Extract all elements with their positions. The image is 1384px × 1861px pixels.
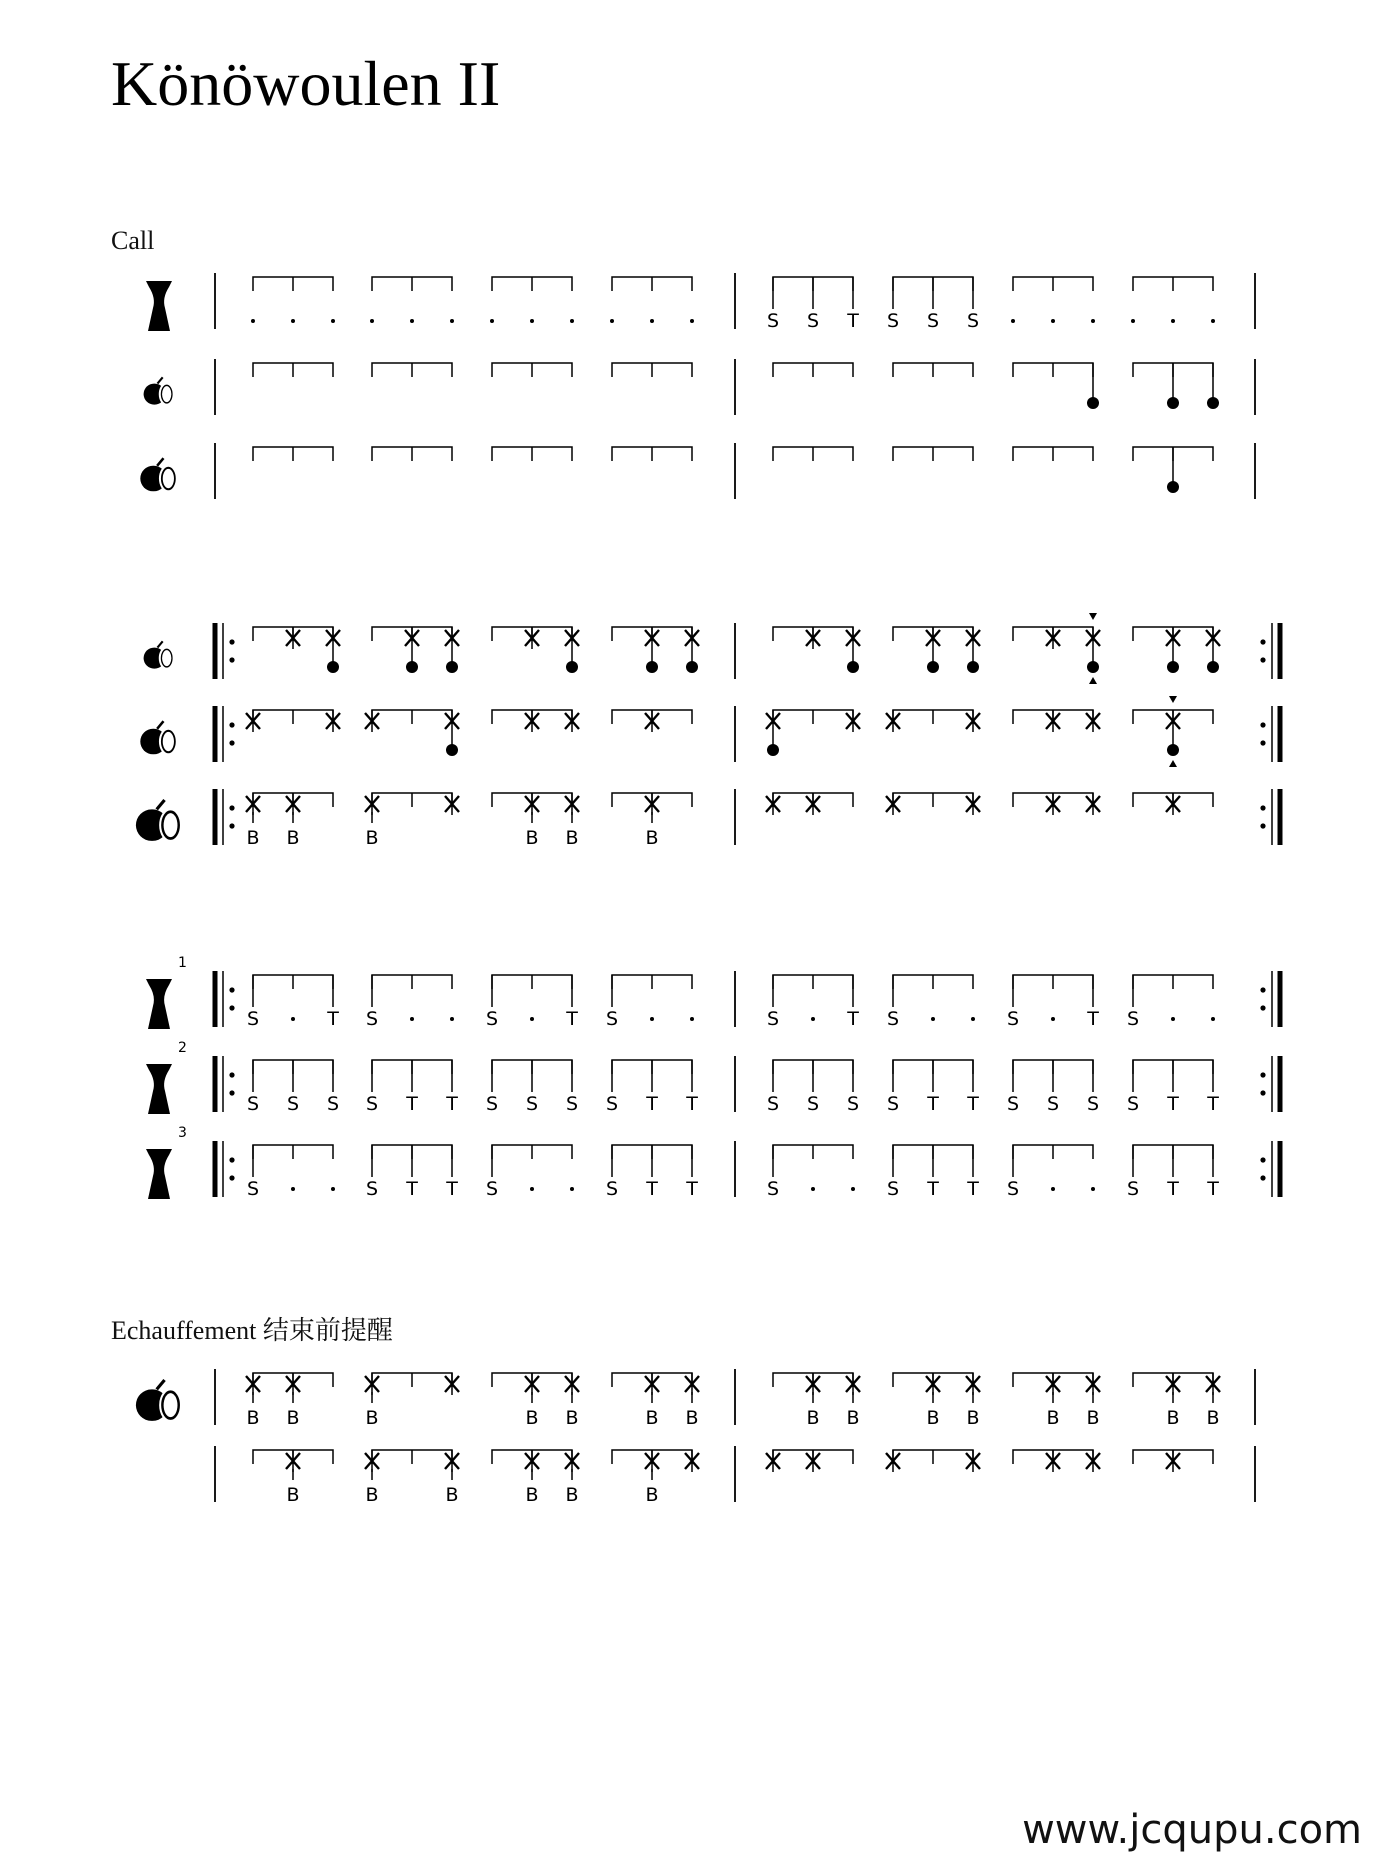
beat (1086, 710, 1100, 732)
beat (926, 1145, 939, 1200)
beat (366, 1060, 378, 1115)
beat (767, 975, 779, 1030)
stroke-label: S (605, 1008, 619, 1030)
stroke-label: S (485, 1093, 499, 1115)
bell-label: B (525, 827, 539, 849)
beat (246, 1373, 260, 1429)
beat (811, 1017, 815, 1021)
beat (246, 793, 260, 849)
stroke-label: S (485, 1178, 499, 1200)
bell-label: B (645, 1407, 659, 1429)
beat (331, 319, 335, 323)
beat (1086, 1450, 1100, 1472)
beat (410, 319, 414, 323)
beat (887, 277, 899, 332)
beat (530, 1187, 534, 1191)
beat (445, 793, 459, 815)
stroke-label: T (406, 1178, 418, 1200)
beat (530, 1017, 534, 1021)
bell-label: B (645, 1484, 659, 1506)
bell-label: B (445, 1484, 459, 1506)
beat (365, 1450, 379, 1506)
beat (967, 277, 979, 332)
rhythm-row (136, 789, 1280, 849)
beat (767, 1145, 779, 1200)
beat (1051, 1017, 1055, 1021)
beat (685, 1450, 699, 1472)
bell-label: B (246, 1407, 260, 1429)
beat (1166, 1145, 1179, 1200)
stroke-label: S (966, 310, 980, 332)
beat (650, 319, 654, 323)
beat (565, 793, 579, 849)
beat (365, 1373, 379, 1429)
beat (565, 1373, 579, 1429)
stroke-label: T (446, 1178, 458, 1200)
stroke-label: T (686, 1093, 698, 1115)
bell-label: B (365, 1484, 379, 1506)
beat (565, 975, 578, 1030)
beat (685, 1373, 699, 1429)
beat (1131, 319, 1135, 323)
beat (445, 1145, 458, 1200)
beat (291, 319, 295, 323)
beat (326, 710, 340, 732)
beat (926, 627, 940, 673)
beat (410, 1017, 414, 1021)
beat (690, 319, 694, 323)
beat (966, 1145, 979, 1200)
beat (1166, 1373, 1180, 1429)
stroke-label: S (1046, 1093, 1060, 1115)
beat (1171, 1017, 1175, 1021)
beat (1007, 1145, 1019, 1200)
beat (931, 1017, 935, 1021)
beat (847, 1060, 859, 1115)
stroke-label: T (646, 1093, 658, 1115)
beat (525, 1450, 539, 1506)
stroke-label: S (605, 1178, 619, 1200)
stroke-label: T (847, 1008, 859, 1030)
stroke-label: T (566, 1008, 578, 1030)
beat (1206, 1373, 1220, 1429)
bell-label: B (1206, 1407, 1220, 1429)
bell-label: B (286, 1407, 300, 1429)
stroke-label: S (1126, 1178, 1140, 1200)
beat (450, 319, 454, 323)
beat (251, 319, 255, 323)
beat (1046, 1450, 1060, 1472)
beat (565, 1450, 579, 1506)
beat (405, 1060, 418, 1115)
beat (366, 975, 378, 1030)
beat (1207, 363, 1219, 409)
stroke-label: S (806, 310, 820, 332)
bell-label: B (246, 827, 260, 849)
watermark: www.jcqupu.com (1022, 1807, 1362, 1853)
stroke-label: T (406, 1093, 418, 1115)
beat (846, 277, 859, 332)
beat (1046, 1373, 1060, 1429)
beat (565, 710, 579, 732)
djembe-icon (146, 1149, 172, 1199)
beat (966, 793, 980, 815)
beat (767, 1060, 779, 1115)
beat (570, 319, 574, 323)
beat (1166, 627, 1180, 673)
beat (1211, 319, 1215, 323)
beat (291, 1187, 295, 1191)
part-number: 1 (178, 955, 187, 971)
bell-label: B (565, 1484, 579, 1506)
rhythm-row (146, 273, 1255, 332)
beat (806, 627, 820, 649)
beat (525, 1373, 539, 1429)
stroke-label: S (246, 1008, 260, 1030)
part-number: 3 (178, 1125, 187, 1141)
stroke-label: S (766, 310, 780, 332)
bell-label: B (365, 1407, 379, 1429)
stroke-label: S (1126, 1093, 1140, 1115)
stroke-label: T (927, 1178, 939, 1200)
beat (570, 1187, 574, 1191)
beat (445, 1450, 459, 1506)
beat (1046, 710, 1060, 732)
beat (1127, 1145, 1139, 1200)
beat (645, 1145, 658, 1200)
rhythm-row (215, 1446, 1255, 1506)
beat (887, 1060, 899, 1115)
beat (1166, 793, 1180, 815)
beat (525, 793, 539, 849)
beat (807, 1060, 819, 1115)
djembe-icon (146, 979, 172, 1029)
beat (370, 319, 374, 323)
bell-label: B (806, 1407, 820, 1429)
beat (1206, 1145, 1219, 1200)
rhythm-row (140, 443, 1255, 499)
beat (645, 1373, 659, 1429)
beat (606, 1060, 618, 1115)
beat (1167, 447, 1179, 493)
djembe-icon (146, 281, 172, 331)
beat (365, 710, 379, 732)
rhythm-row (140, 696, 1280, 767)
stroke-label: S (766, 1178, 780, 1200)
beat (287, 1060, 299, 1115)
beat (1047, 1060, 1059, 1115)
beat (486, 1060, 498, 1115)
beat (1007, 975, 1019, 1030)
beat (766, 710, 780, 756)
stroke-label: T (646, 1178, 658, 1200)
bell-label: B (286, 827, 300, 849)
beat (971, 1017, 975, 1021)
beat (685, 627, 699, 673)
beat (926, 1060, 939, 1115)
stroke-label: T (1087, 1008, 1099, 1030)
beat (530, 319, 534, 323)
bell-label: B (525, 1484, 539, 1506)
stroke-label: S (1006, 1093, 1020, 1115)
beat (966, 1450, 980, 1472)
beat (766, 1450, 780, 1472)
beat (806, 1450, 820, 1472)
stroke-label: T (927, 1093, 939, 1115)
beat (1171, 319, 1175, 323)
beat (326, 627, 340, 673)
beat (1091, 319, 1095, 323)
stroke-label: S (886, 310, 900, 332)
bell-label: B (1046, 1407, 1060, 1429)
beat (645, 627, 659, 673)
beat (966, 710, 980, 732)
stroke-label: S (766, 1093, 780, 1115)
beat (650, 1017, 654, 1021)
beat (1206, 1060, 1219, 1115)
beat (887, 975, 899, 1030)
beat (1127, 975, 1139, 1030)
bell-label: B (846, 1407, 860, 1429)
beat (445, 710, 459, 756)
beat (405, 1145, 418, 1200)
beat (1086, 793, 1100, 815)
stroke-label: S (766, 1008, 780, 1030)
stroke-label: S (1126, 1008, 1140, 1030)
beat (366, 1145, 378, 1200)
stroke-label: S (246, 1093, 260, 1115)
beat (685, 1060, 698, 1115)
beat (331, 1187, 335, 1191)
beat (846, 627, 860, 673)
stroke-label: S (846, 1093, 860, 1115)
beat (645, 793, 659, 849)
rhythm-row (146, 955, 1280, 1030)
beat (966, 1060, 979, 1115)
beat (405, 627, 419, 673)
bell-label: B (645, 827, 659, 849)
beat (365, 793, 379, 849)
beat (1166, 696, 1180, 767)
beat (966, 1373, 980, 1429)
stroke-label: S (565, 1093, 579, 1115)
beat (846, 1373, 860, 1429)
beat (685, 1145, 698, 1200)
beat (286, 627, 300, 649)
beat (1086, 1373, 1100, 1429)
beat (526, 1060, 538, 1115)
section-label-echauffement: Echauffement 结束前提醒 (111, 1316, 393, 1345)
rhythm-row (136, 1369, 1255, 1429)
beat (327, 1060, 339, 1115)
beat (326, 975, 339, 1030)
beat (886, 793, 900, 815)
stroke-label: S (326, 1093, 340, 1115)
stroke-label: S (886, 1093, 900, 1115)
beat (1206, 627, 1220, 673)
beat (606, 975, 618, 1030)
rhythm-row (144, 359, 1255, 415)
stroke-label: S (886, 1178, 900, 1200)
stroke-label: T (1167, 1093, 1179, 1115)
beat (490, 319, 494, 323)
beat (445, 1373, 459, 1395)
beat (645, 1450, 659, 1506)
beat (807, 277, 819, 332)
stroke-label: S (365, 1093, 379, 1115)
rhythm-row (144, 613, 1280, 684)
beat (286, 1373, 300, 1429)
stroke-label: T (1167, 1178, 1179, 1200)
bell-label: B (365, 827, 379, 849)
stroke-label: S (525, 1093, 539, 1115)
beat (486, 1145, 498, 1200)
bell-label: B (525, 1407, 539, 1429)
bell-label: B (286, 1484, 300, 1506)
beat (247, 975, 259, 1030)
beat (926, 1373, 940, 1429)
beat (1166, 1060, 1179, 1115)
bell-label: B (926, 1407, 940, 1429)
bell-label: B (685, 1407, 699, 1429)
stroke-label: S (1006, 1178, 1020, 1200)
beat (645, 1060, 658, 1115)
beat (1087, 363, 1099, 409)
beat (247, 1060, 259, 1115)
djembe-icon (146, 1064, 172, 1114)
stroke-label: T (446, 1093, 458, 1115)
beat (851, 1187, 855, 1191)
stroke-label: S (485, 1008, 499, 1030)
beat (1166, 1450, 1180, 1472)
section-label-call: Call (111, 226, 155, 255)
beat (486, 975, 498, 1030)
beat (445, 627, 459, 673)
stroke-label: S (886, 1008, 900, 1030)
beat (1087, 1060, 1099, 1115)
beat (525, 627, 539, 649)
beat (1167, 363, 1179, 409)
beat (1046, 793, 1060, 815)
stroke-label: S (286, 1093, 300, 1115)
beat (1051, 319, 1055, 323)
beat (1011, 319, 1015, 323)
beat (1051, 1187, 1055, 1191)
beat (887, 1145, 899, 1200)
beat (566, 1060, 578, 1115)
beat (286, 1450, 300, 1506)
part-number: 2 (178, 1040, 187, 1056)
beat (1086, 975, 1099, 1030)
rhythm-row (146, 1040, 1280, 1115)
beat (286, 793, 300, 849)
beat (246, 710, 260, 732)
beat (806, 1373, 820, 1429)
stroke-label: T (327, 1008, 339, 1030)
beat (811, 1187, 815, 1191)
beat (1127, 1060, 1139, 1115)
beat (247, 1145, 259, 1200)
beat (690, 1017, 694, 1021)
bell-label: B (565, 827, 579, 849)
beat (766, 793, 780, 815)
beat (606, 1145, 618, 1200)
stroke-label: T (1207, 1093, 1219, 1115)
beat (645, 710, 659, 732)
page-title: Könöwoulen II (111, 48, 501, 119)
beat (1211, 1017, 1215, 1021)
beat (1007, 1060, 1019, 1115)
stroke-label: S (365, 1178, 379, 1200)
beat (886, 710, 900, 732)
bell-label: B (966, 1407, 980, 1429)
stroke-label: S (1086, 1093, 1100, 1115)
bell-label: B (565, 1407, 579, 1429)
stroke-label: S (1006, 1008, 1020, 1030)
stroke-label: T (967, 1178, 979, 1200)
beat (525, 710, 539, 732)
beat (927, 277, 939, 332)
beat (846, 975, 859, 1030)
beat (1091, 1187, 1095, 1191)
beat (610, 319, 614, 323)
stroke-label: S (806, 1093, 820, 1115)
bell-label: B (1166, 1407, 1180, 1429)
rhythm-row (146, 1125, 1280, 1200)
stroke-label: S (926, 310, 940, 332)
stroke-label: S (365, 1008, 379, 1030)
stroke-label: S (605, 1093, 619, 1115)
beat (291, 1017, 295, 1021)
stroke-label: T (967, 1093, 979, 1115)
stroke-label: S (246, 1178, 260, 1200)
beat (966, 627, 980, 673)
beat (1046, 627, 1060, 649)
beat (767, 277, 779, 332)
beat (886, 1450, 900, 1472)
stroke-label: T (847, 310, 859, 332)
beat (846, 710, 860, 732)
beat (806, 793, 820, 815)
stroke-label: T (1207, 1178, 1219, 1200)
beat (445, 1060, 458, 1115)
beat (565, 627, 579, 673)
bell-label: B (1086, 1407, 1100, 1429)
beat (450, 1017, 454, 1021)
stroke-label: T (686, 1178, 698, 1200)
beat (1086, 613, 1100, 684)
